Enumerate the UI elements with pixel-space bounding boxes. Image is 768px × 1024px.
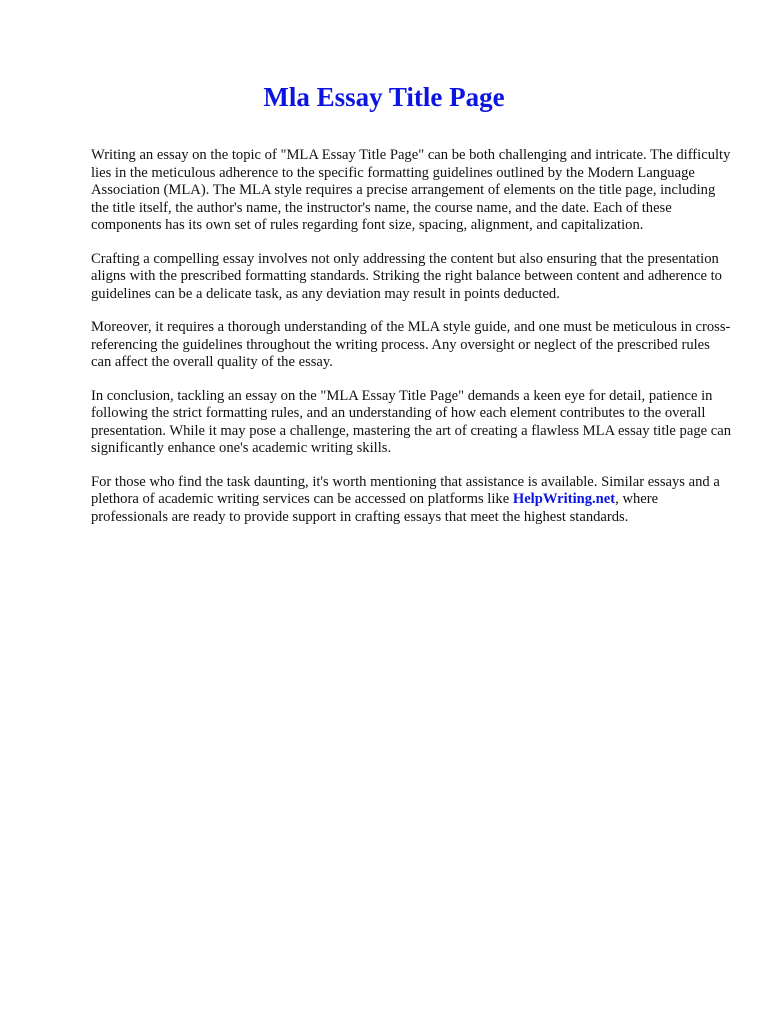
helpwriting-link[interactable]: HelpWriting.net: [512, 491, 616, 507]
paragraph-2: Crafting a compelling essay involves not only addressing the content but also ensuring that the presentation aligns with the prescribed formatting standards. Striking the right balance between content and adherence to guidelines can be a delicate task, as any deviation may result in points deducted.: [91, 250, 722, 302]
paragraph-3: Moreover, it requires a thorough understanding of the MLA style guide, and one must be meticulous in cross-referencing the guidelines throughout the writing process. Any oversight or neglect of the prescribed rules can affect the overall quality of the essay.: [91, 319, 731, 370]
document-body: [91, 147, 731, 542]
paragraph-4: In conclusion, tackling an essay on the "MLA Essay Title Page" demands a keen eye for detail, patience in following the strict formatting rules, and an understanding of how each element contributes to the overall presentation. While it may pose a challenge, mastering the art of creating a flawless MLA essay title page can significantly enhance one's academic writing skills.: [91, 387, 732, 456]
paragraph-5: [91, 474, 731, 527]
paragraph-1: Writing an essay on the topic of "MLA Essay Title Page" can be both challenging and intricate. The difficulty lies in the meticulous adherence to the specific formatting guidelines outlined by the Modern Language Association (MLA). The MLA style requires a precise arrangement of elements on the title page, including the title itself, the author's name, the instructor's name, the course name, and the date. Each of these components has its own set of rules regarding font size, spacing, alignment, and capitalization.: [91, 147, 731, 233]
page-title: Mla Essay Title Page: [263, 82, 505, 112]
paragraph-5-text-after-link: , where professionals are ready to provide support in crafting essays that meet the highest standards.: [91, 491, 659, 525]
paragraph-5-text-before-link: For those who find the task daunting, it's worth mentioning that assistance is available. Similar essays and a plethora of academic writing services can be accessed on platforms like: [91, 473, 720, 507]
